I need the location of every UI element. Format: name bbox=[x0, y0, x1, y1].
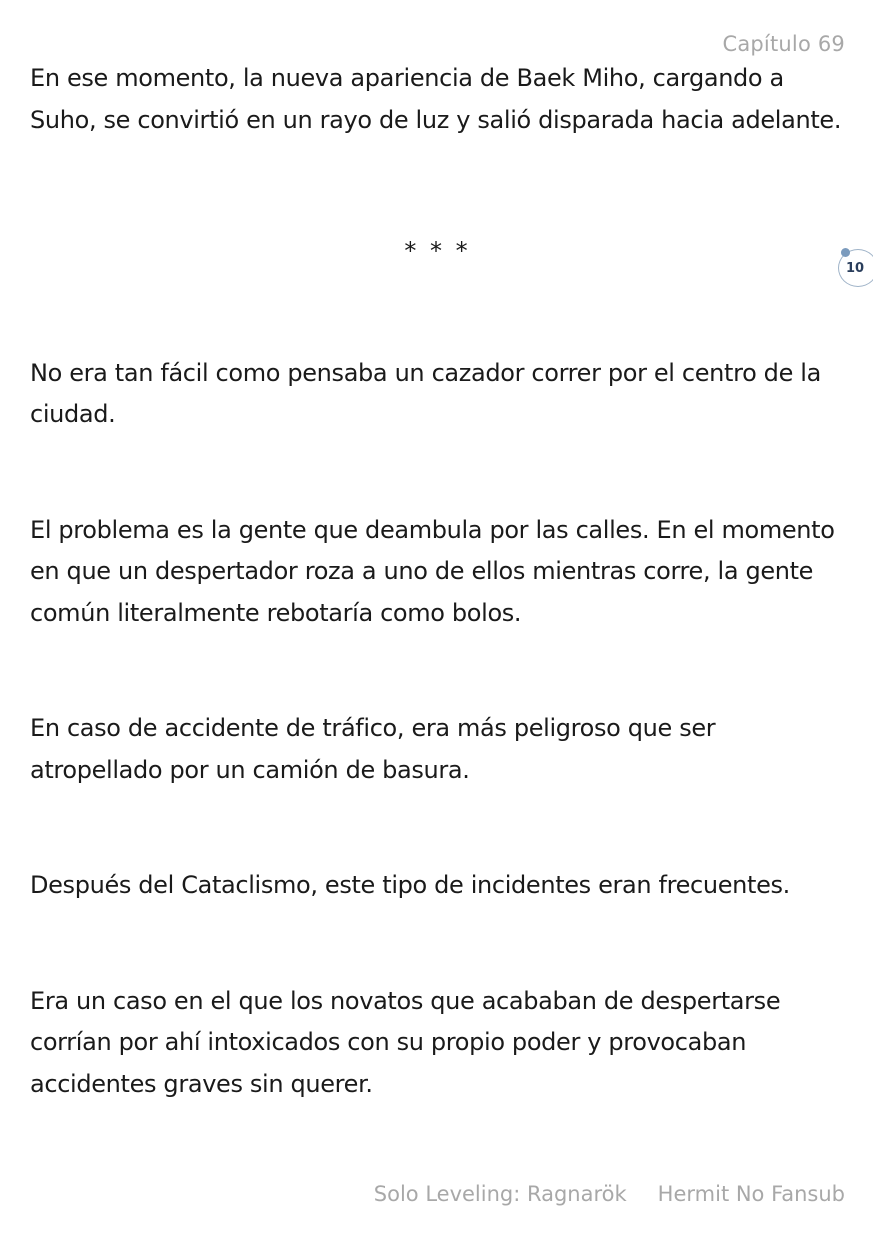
chapter-header: Capítulo 69 bbox=[722, 32, 845, 56]
badge-dot-icon bbox=[841, 248, 850, 257]
footer-title: Solo Leveling: Ragnarök bbox=[373, 1182, 627, 1206]
scene-separator: * * * bbox=[404, 237, 471, 265]
paragraph: En caso de accidente de tráfico, era más peligroso que ser atropellado por un camión de basura. bbox=[30, 714, 716, 784]
paragraph: En ese momento, la nueva apariencia de Baek Miho, cargando a Suho, se convirtió en un rayo de luz y salió disparada hacia adelante. bbox=[30, 64, 842, 134]
paragraph: No era tan fácil como pensaba un cazador correr por el centro de la ciudad. bbox=[30, 358, 821, 428]
footer bbox=[374, 1182, 845, 1206]
paragraph: El problema es la gente que deambula por las calles. En el momento en que un despertador roza a uno de ellos mientras corre, la gente común literalmente rebotaría como bolos. bbox=[30, 515, 835, 627]
page-number: 10 bbox=[845, 260, 865, 276]
footer-credit: Hermit No Fansub bbox=[657, 1182, 845, 1206]
paragraph: Era un caso en el que los novatos que acababan de despertarse corrían por ahí intoxicados con su propio poder y provocaban accidentes graves sin querer. bbox=[30, 986, 781, 1098]
paragraph: Después del Cataclismo, este tipo de incidentes eran frecuentes. bbox=[30, 871, 790, 899]
page-content bbox=[30, 58, 845, 1105]
page-number-badge[interactable] bbox=[838, 249, 873, 287]
